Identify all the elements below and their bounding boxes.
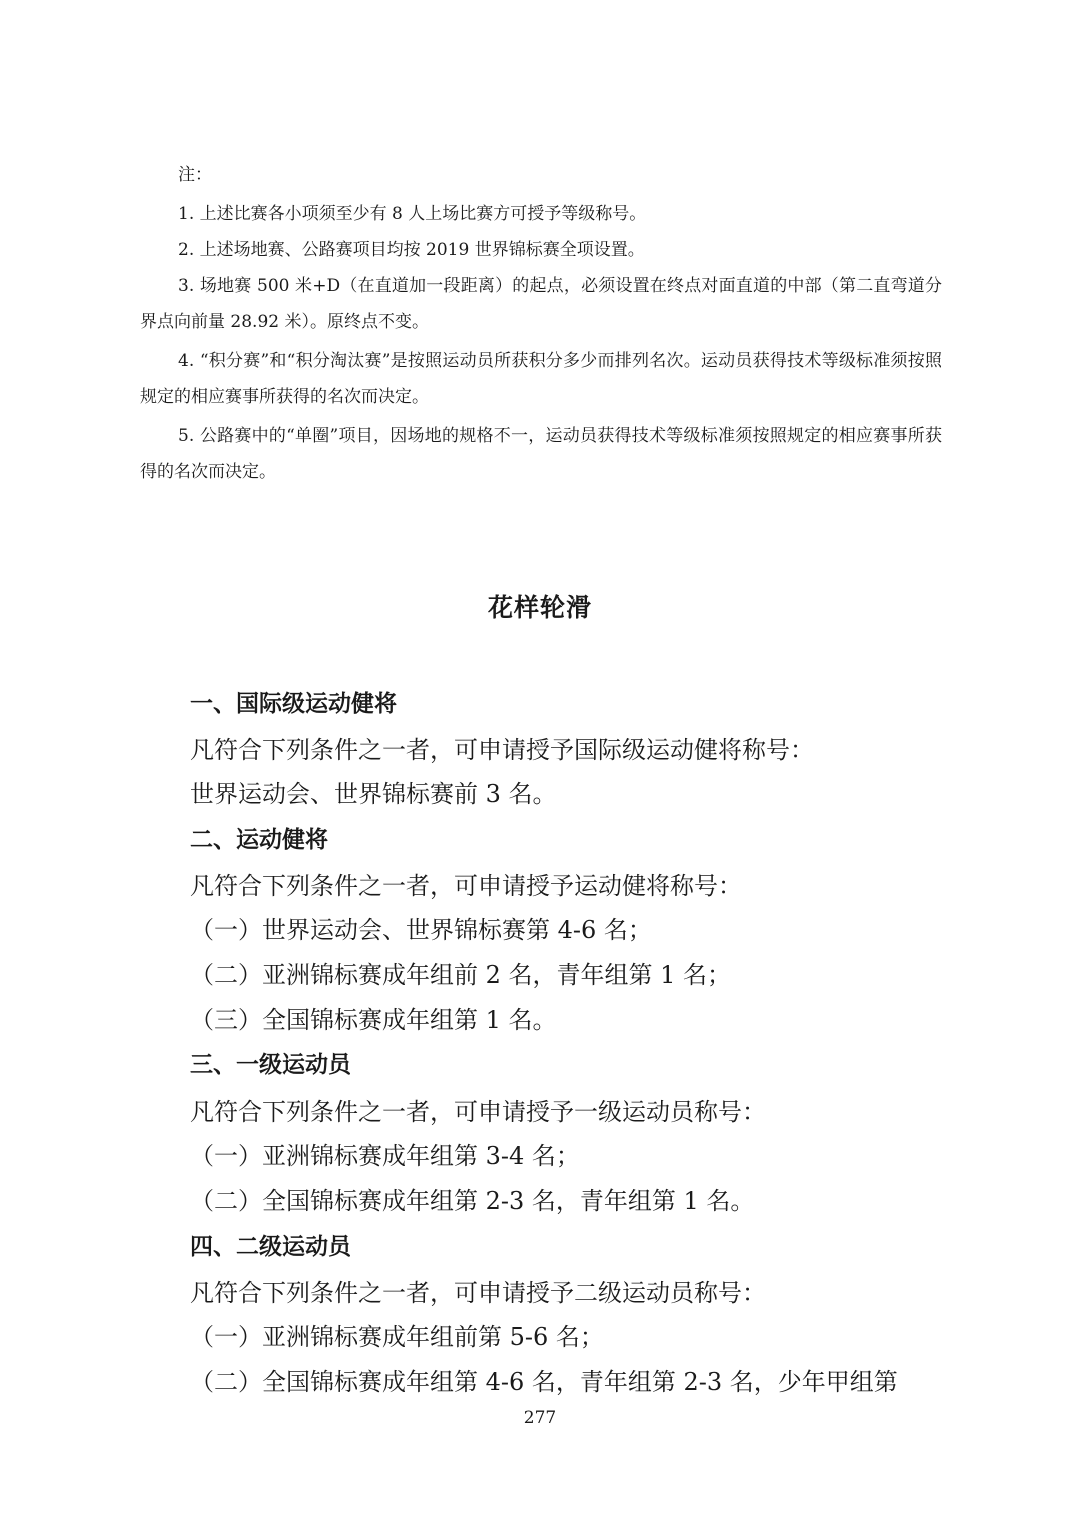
section-intro: 凡符合下列条件之一者，可申请授予二级运动员称号： — [190, 1279, 766, 1307]
section-intro: 凡符合下列条件之一者，可申请授予运动健将称号： — [190, 872, 742, 900]
page-number: 277 — [523, 1408, 557, 1428]
section-item: （一）世界运动会、世界锦标赛第 4-6 名； — [190, 916, 652, 944]
section-intro: 凡符合下列条件之一者，可申请授予国际级运动健将称号： — [190, 736, 814, 764]
notes-label: 注： — [178, 165, 212, 185]
note-2: 2. 上述场地赛、公路赛项目均按 2019 世界锦标赛全项设置。 — [178, 240, 645, 260]
section-intro: 凡符合下列条件之一者，可申请授予一级运动员称号： — [190, 1098, 766, 1126]
section-item: （三）全国锦标赛成年组第 1 名。 — [190, 1006, 557, 1034]
section-heading: 二、运动健将 — [190, 827, 328, 853]
note-3: 3. 场地赛 500 米+D（在直道加一段距离）的起点，必须设置在终点对面直道的中部（第二直弯道分界点向前量 28.92 米）。原终点不变。 — [140, 276, 942, 332]
section-heading: 一、国际级运动健将 — [190, 691, 397, 717]
note-5: 5. 公路赛中的“单圈”项目，因场地的规格不一，运动员获得技术等级标准须按照规定的相应赛事所获得的名次而决定。 — [140, 426, 942, 482]
section-item: （一）亚洲锦标赛成年组前第 5-6 名； — [190, 1323, 604, 1351]
section-title: 花样轮滑 — [487, 593, 592, 622]
section-heading: 三、一级运动员 — [190, 1052, 351, 1078]
section-item: （二）全国锦标赛成年组第 4-6 名，青年组第 2-3 名，少年甲组第 — [190, 1368, 898, 1396]
section-heading: 四、二级运动员 — [190, 1234, 351, 1260]
note-4: 4. “积分赛”和“积分淘汰赛”是按照运动员所获积分多少而排列名次。运动员获得技术等级标准须按照规定的相应赛事所获得的名次而决定。 — [140, 351, 942, 407]
section-item: （二）全国锦标赛成年组第 2-3 名，青年组第 1 名。 — [190, 1187, 755, 1215]
note-1: 1. 上述比赛各小项须至少有 8 人上场比赛方可授予等级称号。 — [178, 204, 647, 224]
section-item: 世界运动会、世界锦标赛前 3 名。 — [190, 780, 557, 808]
section-item: （一）亚洲锦标赛成年组第 3-4 名； — [190, 1142, 580, 1170]
section-item: （二）亚洲锦标赛成年组前 2 名，青年组第 1 名； — [190, 961, 732, 989]
